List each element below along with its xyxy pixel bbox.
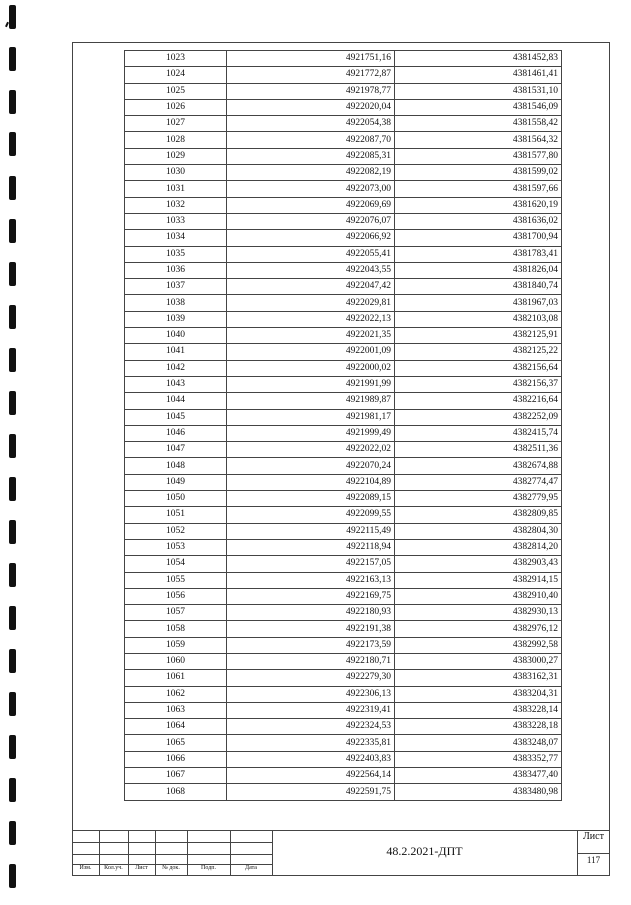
y-coordinate-cell: 4383228,14 [395,702,562,718]
x-coordinate-cell: 4921978,77 [227,83,395,99]
point-number-cell: 1037 [125,279,227,295]
binding-hole [9,90,16,114]
stamp-label-date: Дата [245,865,257,871]
binding-hole [9,563,16,587]
table-row [125,556,562,572]
binding-hole [9,348,16,372]
x-coordinate-cell: 4921981,17 [227,409,395,425]
binding-hole [9,176,16,200]
point-number-cell: 1067 [125,768,227,784]
table-row [125,458,562,474]
x-coordinate-cell: 4922066,92 [227,230,395,246]
y-coordinate-cell: 4383248,07 [395,735,562,751]
x-coordinate-cell: 4922069,69 [227,197,395,213]
y-coordinate-cell: 4382674,88 [395,458,562,474]
point-number-cell: 1023 [125,51,227,67]
y-coordinate-cell: 4381597,66 [395,181,562,197]
table-row [125,491,562,507]
y-coordinate-cell: 4381700,94 [395,230,562,246]
y-coordinate-cell: 4381564,32 [395,132,562,148]
table-row [125,702,562,718]
table-row [125,393,562,409]
y-coordinate-cell: 4382779,95 [395,491,562,507]
binding-hole [9,735,16,759]
binding-hole [9,477,16,501]
y-coordinate-cell: 4382809,85 [395,507,562,523]
table-row [125,686,562,702]
x-coordinate-cell: 4922403,83 [227,751,395,767]
x-coordinate-cell: 4922335,81 [227,735,395,751]
x-coordinate-cell: 4921989,87 [227,393,395,409]
x-coordinate-cell: 4922157,05 [227,556,395,572]
y-coordinate-cell: 4382976,12 [395,621,562,637]
y-coordinate-cell: 4381577,80 [395,148,562,164]
x-coordinate-cell: 4922118,94 [227,539,395,555]
point-number-cell: 1068 [125,784,227,800]
point-number-cell: 1053 [125,539,227,555]
table-row [125,784,562,800]
table-row [125,539,562,555]
binding-hole [9,5,16,29]
x-coordinate-cell: 4922564,14 [227,768,395,784]
table-row [125,51,562,67]
x-coordinate-cell: 4922085,31 [227,148,395,164]
point-number-cell: 1058 [125,621,227,637]
y-coordinate-cell: 4382910,40 [395,588,562,604]
table-row [125,735,562,751]
x-coordinate-cell: 4922000,02 [227,360,395,376]
binding-hole [9,778,16,802]
y-coordinate-cell: 4382814,20 [395,539,562,555]
table-row [125,67,562,83]
y-coordinate-cell: 4383480,98 [395,784,562,800]
document-code: 48.2.2021-ДПТ [386,844,463,858]
stamp-label-signature: Подп. [201,865,216,871]
y-coordinate-cell: 4381620,19 [395,197,562,213]
table-row [125,474,562,490]
x-coordinate-cell: 4922104,89 [227,474,395,490]
y-coordinate-cell: 4382125,91 [395,328,562,344]
y-coordinate-cell: 4383204,31 [395,686,562,702]
x-coordinate-cell: 4922089,15 [227,491,395,507]
point-number-cell: 1063 [125,702,227,718]
point-number-cell: 1055 [125,572,227,588]
y-coordinate-cell: 4382156,64 [395,360,562,376]
point-number-cell: 1033 [125,213,227,229]
point-number-cell: 1044 [125,393,227,409]
table-row [125,148,562,164]
x-coordinate-cell: 4922324,53 [227,719,395,735]
x-coordinate-cell: 4922022,02 [227,442,395,458]
binding-edge [0,0,40,905]
x-coordinate-cell: 4922591,75 [227,784,395,800]
table-row [125,246,562,262]
x-coordinate-cell: 4922173,59 [227,637,395,653]
binding-hole [9,520,16,544]
table-row [125,295,562,311]
y-coordinate-cell: 4382903,43 [395,556,562,572]
y-coordinate-cell: 4381636,02 [395,213,562,229]
stamp-label-count: Кол.уч. [104,865,123,871]
table-row [125,523,562,539]
y-coordinate-cell: 4383000,27 [395,653,562,669]
table-row [125,621,562,637]
point-number-cell: 1027 [125,116,227,132]
y-coordinate-cell: 4382774,47 [395,474,562,490]
x-coordinate-cell: 4922054,38 [227,116,395,132]
table-row [125,197,562,213]
table-row [125,116,562,132]
point-number-cell: 1066 [125,751,227,767]
point-number-cell: 1026 [125,99,227,115]
x-coordinate-cell: 4922099,55 [227,507,395,523]
coordinates-table-body [125,51,562,801]
x-coordinate-cell: 4922022,13 [227,311,395,327]
x-coordinate-cell: 4921772,87 [227,67,395,83]
table-row [125,99,562,115]
table-row [125,768,562,784]
y-coordinate-cell: 4381826,04 [395,262,562,278]
table-row [125,132,562,148]
x-coordinate-cell: 4921999,49 [227,425,395,441]
y-coordinate-cell: 4382511,36 [395,442,562,458]
binding-hole [9,132,16,156]
y-coordinate-cell: 4382125,22 [395,344,562,360]
table-row [125,751,562,767]
title-block [72,830,610,876]
table-row [125,572,562,588]
point-number-cell: 1051 [125,507,227,523]
y-coordinate-cell: 4381783,41 [395,246,562,262]
y-coordinate-cell: 4382992,58 [395,637,562,653]
table-row [125,230,562,246]
table-row [125,719,562,735]
point-number-cell: 1040 [125,328,227,344]
x-coordinate-cell: 4921991,99 [227,376,395,392]
point-number-cell: 1048 [125,458,227,474]
table-row [125,344,562,360]
stamp-label-sheet: Лист [135,865,148,871]
y-coordinate-cell: 4383477,40 [395,768,562,784]
x-coordinate-cell: 4922043,55 [227,262,395,278]
y-coordinate-cell: 4381599,02 [395,165,562,181]
table-row [125,279,562,295]
y-coordinate-cell: 4381461,41 [395,67,562,83]
point-number-cell: 1030 [125,165,227,181]
table-row [125,670,562,686]
point-number-cell: 1024 [125,67,227,83]
y-coordinate-cell: 4382804,30 [395,523,562,539]
x-coordinate-cell: 4922115,49 [227,523,395,539]
x-coordinate-cell: 4922082,19 [227,165,395,181]
y-coordinate-cell: 4383228,18 [395,719,562,735]
x-coordinate-cell: 4922191,38 [227,621,395,637]
x-coordinate-cell: 4922020,04 [227,99,395,115]
sheet-label: Лист [583,831,604,842]
binding-hole [9,864,16,888]
sheet-number: 117 [586,855,601,865]
table-row [125,360,562,376]
x-coordinate-cell: 4922029,81 [227,295,395,311]
y-coordinate-cell: 4382156,37 [395,376,562,392]
table-row [125,653,562,669]
binding-hole [9,47,16,71]
point-number-cell: 1047 [125,442,227,458]
y-coordinate-cell: 4381558,42 [395,116,562,132]
point-number-cell: 1032 [125,197,227,213]
point-number-cell: 1025 [125,83,227,99]
x-coordinate-cell: 4922047,42 [227,279,395,295]
x-coordinate-cell: 4922169,75 [227,588,395,604]
point-number-cell: 1064 [125,719,227,735]
y-coordinate-cell: 4382930,13 [395,605,562,621]
point-number-cell: 1028 [125,132,227,148]
point-number-cell: 1038 [125,295,227,311]
y-coordinate-cell: 4382914,15 [395,572,562,588]
y-coordinate-cell: 4383162,31 [395,670,562,686]
point-number-cell: 1029 [125,148,227,164]
table-row [125,311,562,327]
binding-hole [9,219,16,243]
point-number-cell: 1041 [125,344,227,360]
y-coordinate-cell: 4383352,77 [395,751,562,767]
table-row [125,588,562,604]
coordinates-table [124,50,562,801]
x-coordinate-cell: 4922055,41 [227,246,395,262]
y-coordinate-cell: 4382415,74 [395,425,562,441]
table-row [125,83,562,99]
y-coordinate-cell: 4382252,09 [395,409,562,425]
y-coordinate-cell: 4382103,08 [395,311,562,327]
y-coordinate-cell: 4382216,64 [395,393,562,409]
x-coordinate-cell: 4922087,70 [227,132,395,148]
table-row [125,507,562,523]
binding-hole [9,606,16,630]
x-coordinate-cell: 4922070,24 [227,458,395,474]
table-row [125,262,562,278]
point-number-cell: 1031 [125,181,227,197]
binding-hole [9,821,16,845]
x-coordinate-cell: 4921751,16 [227,51,395,67]
table-row [125,376,562,392]
table-row [125,409,562,425]
table-row [125,442,562,458]
point-number-cell: 1049 [125,474,227,490]
x-coordinate-cell: 4922073,00 [227,181,395,197]
table-row [125,181,562,197]
y-coordinate-cell: 4381546,09 [395,99,562,115]
x-coordinate-cell: 4922279,30 [227,670,395,686]
point-number-cell: 1062 [125,686,227,702]
point-number-cell: 1050 [125,491,227,507]
y-coordinate-cell: 4381452,83 [395,51,562,67]
point-number-cell: 1045 [125,409,227,425]
point-number-cell: 1036 [125,262,227,278]
binding-hole [9,649,16,673]
binding-hole [9,434,16,458]
binding-hole [9,391,16,415]
point-number-cell: 1052 [125,523,227,539]
x-coordinate-cell: 4922306,13 [227,686,395,702]
x-coordinate-cell: 4922001,09 [227,344,395,360]
table-row [125,213,562,229]
point-number-cell: 1043 [125,376,227,392]
point-number-cell: 1065 [125,735,227,751]
point-number-cell: 1054 [125,556,227,572]
x-coordinate-cell: 4922180,71 [227,653,395,669]
binding-hole [9,305,16,329]
point-number-cell: 1034 [125,230,227,246]
x-coordinate-cell: 4922180,93 [227,605,395,621]
point-number-cell: 1056 [125,588,227,604]
point-number-cell: 1061 [125,670,227,686]
table-row [125,425,562,441]
y-coordinate-cell: 4381531,10 [395,83,562,99]
stamp-label-change: Изм. [79,865,92,871]
x-coordinate-cell: 4922319,41 [227,702,395,718]
point-number-cell: 1059 [125,637,227,653]
x-coordinate-cell: 4922163,13 [227,572,395,588]
y-coordinate-cell: 4381840,74 [395,279,562,295]
point-number-cell: 1060 [125,653,227,669]
point-number-cell: 1039 [125,311,227,327]
binding-hole [9,262,16,286]
point-number-cell: 1057 [125,605,227,621]
table-row [125,328,562,344]
stamp-label-doc-no: № док. [162,865,180,871]
point-number-cell: 1046 [125,425,227,441]
table-row [125,165,562,181]
y-coordinate-cell: 4381967,03 [395,295,562,311]
x-coordinate-cell: 4922076,07 [227,213,395,229]
table-row [125,605,562,621]
x-coordinate-cell: 4922021,35 [227,328,395,344]
point-number-cell: 1035 [125,246,227,262]
binding-hole [9,692,16,716]
table-row [125,637,562,653]
point-number-cell: 1042 [125,360,227,376]
